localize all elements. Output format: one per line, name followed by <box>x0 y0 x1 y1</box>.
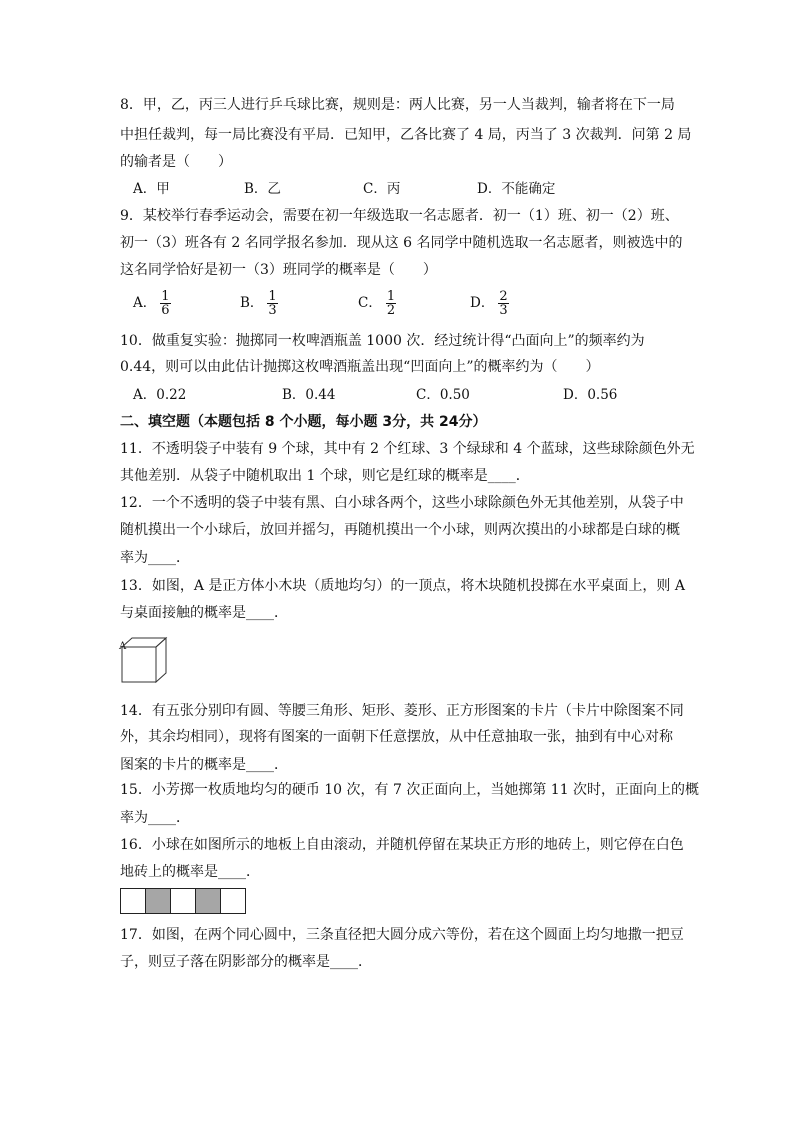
q15-line-2: 率为____． <box>120 810 190 826</box>
fraction-denominator: 3 <box>268 303 277 318</box>
q10-option-d: D．0.56 <box>563 387 618 403</box>
fraction-numerator: 1 <box>161 289 170 304</box>
q9-option-b <box>240 290 278 317</box>
q10-option-c: C．0.50 <box>416 387 470 403</box>
fraction-numerator: 1 <box>386 289 396 304</box>
q11-line-2: 其他差别．从袋子中随机取出 1 个球，则它是红球的概率是____． <box>120 468 530 484</box>
q9-option-a-label: A． <box>133 295 157 311</box>
fraction-denominator: 3 <box>499 303 508 318</box>
q9-option-a <box>133 290 171 317</box>
cube-vertex-label: A <box>119 641 127 652</box>
q10-line-1: 10．做重复实验：抛掷同一枚啤酒瓶盖 1000 次．经过统计得“凸面向上”的频率约为 <box>120 333 645 349</box>
q9-option-c-label: C． <box>358 295 382 311</box>
floor-tile-shaded <box>145 888 171 914</box>
q9-option-d-label: D． <box>470 295 495 311</box>
fraction-denominator: 6 <box>161 303 170 318</box>
fraction-numerator: 2 <box>499 289 508 304</box>
cube-front-face <box>122 647 156 682</box>
floor-tile <box>170 888 196 914</box>
q15-line-1: 15．小芳掷一枚质地均匀的硬币 10 次，有 7 次正面向上，当她掷第 11 次时，正面向上的概 <box>120 782 700 798</box>
q12-line-2: 随机摸出一个小球后，放回并摇匀，再随机摸出一个小球，则两次摸出的小球都是白球的概 <box>120 522 680 538</box>
floor-tiles-figure <box>120 888 245 914</box>
q16-line-1: 16．小球在如图所示的地板上自由滚动，并随机停留在某块正方形的地砖上，则它停在白色 <box>120 837 684 853</box>
q8-option-a: A．甲 <box>133 181 170 197</box>
q17-line-2: 子，则豆子落在阴影部分的概率是____． <box>120 954 372 970</box>
q10-line-2: 0.44，则可以由此估计抛掷这枚啤酒瓶盖出现“凹面向上”的概率约为（ ） <box>120 359 600 375</box>
fraction <box>498 290 508 317</box>
q14-line-1: 14．有五张分别印有圆、等腰三角形、矩形、菱形、正方形图案的卡片（卡片中除图案不同 <box>120 703 684 719</box>
fraction <box>267 290 277 317</box>
q12-line-1: 12．一个不透明的袋子中装有黑、白小球各两个，这些小球除颜色外无其他差别，从袋子中 <box>120 495 684 511</box>
section-heading: 二、填空题（本题包括 8 个小题，每小题 3分，共 24分） <box>120 414 487 430</box>
q16-line-2: 地砖上的概率是____． <box>120 864 260 880</box>
q8-option-c: C．丙 <box>363 181 401 197</box>
fraction <box>386 290 396 317</box>
q13-line-1: 13．如图，A 是正方体小木块（质地均匀）的一顶点，将木块随机投掷在水平桌面上，则 A <box>120 578 685 594</box>
q10-option-b: B．0.44 <box>282 387 336 403</box>
q14-line-2: 外，其余均相同），现将有图案的一面朝下任意摆放，从中任意抽取一张，抽到有中心对称 <box>120 729 673 745</box>
q8-option-d: D．不能确定 <box>477 181 556 197</box>
floor-tile <box>120 888 146 914</box>
floor-tile <box>220 888 246 914</box>
q8-option-b: B．乙 <box>244 181 281 197</box>
q9-line-3: 这名同学恰好是初一（3）班同学的概率是（ ） <box>120 262 437 278</box>
q17-line-1: 17．如图，在两个同心圆中，三条直径把大圆分成六等份，若在这个圆面上均匀地撒一把豆 <box>120 927 684 943</box>
q12-line-3: 率为____． <box>120 550 190 566</box>
q13-line-2: 与桌面接触的概率是____． <box>120 605 288 621</box>
q8-line-2: 中担任裁判，每一局比赛没有平局．已知甲，乙各比赛了 4 局，丙当了 3 次裁判．问第 2 局 <box>120 127 692 143</box>
cube-top-face <box>122 638 166 647</box>
q9-line-1: 9．某校举行春季运动会，需要在初一年级选取一名志愿者．初一（1）班、初一（2）班、 <box>120 208 679 224</box>
q11-line-1: 11．不透明袋子中装有 9 个球，其中有 2 个红球、3 个绿球和 4 个蓝球，这些球除颜色外无 <box>120 441 695 457</box>
floor-tile-shaded <box>195 888 221 914</box>
fraction-denominator: 2 <box>386 303 396 318</box>
q9-option-d <box>470 290 509 317</box>
q8-line-3: 的输者是（ ） <box>120 154 232 170</box>
q9-option-b-label: B． <box>240 295 264 311</box>
fraction-numerator: 1 <box>268 289 277 304</box>
q8-line-1: 8．甲，乙，丙三人进行乒乓球比赛，规则是：两人比赛，另一人当裁判，输者将在下一局 <box>120 97 675 113</box>
q9-option-c <box>358 290 396 317</box>
fraction <box>160 290 170 317</box>
q9-line-2: 初一（3）班各有 2 名同学报名参加．现从这 6 名同学中随机选取一名志愿者，则被选中的 <box>120 235 683 251</box>
q14-line-3: 图案的卡片的概率是____． <box>120 757 288 773</box>
cube-side-face <box>156 638 166 682</box>
q10-option-a: A．0.22 <box>133 387 187 403</box>
cube-figure <box>118 636 170 688</box>
